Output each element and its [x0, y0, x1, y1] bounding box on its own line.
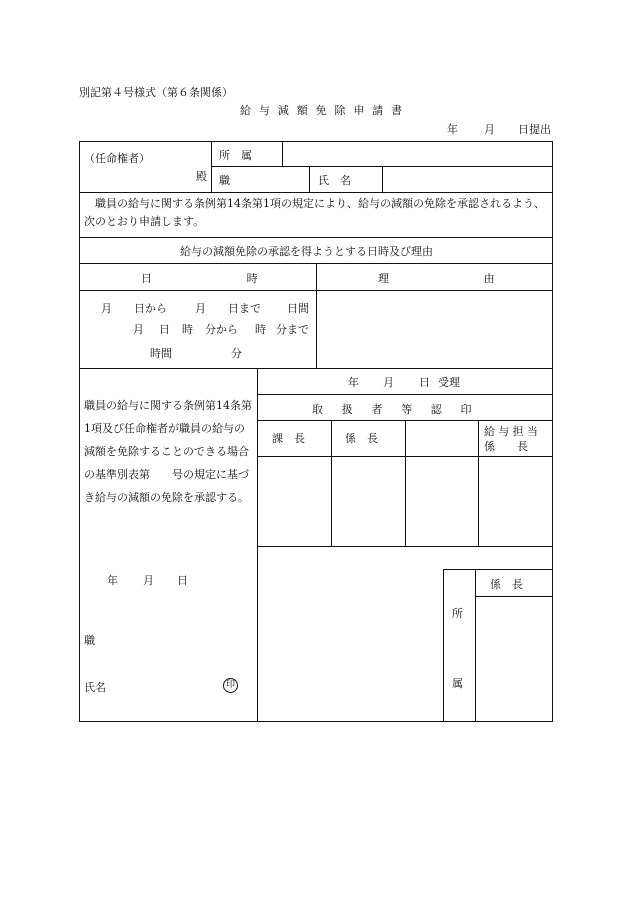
position-label: 職 — [219, 174, 230, 187]
approver-position-label: 職 — [84, 634, 95, 647]
received-year: 年 — [348, 376, 359, 389]
period-days: 日間 — [287, 302, 309, 315]
section-chief-stamp-cell[interactable] — [258, 457, 330, 545]
time-month: 月 — [133, 323, 144, 336]
name-label: 氏 名 — [318, 174, 351, 187]
reason-field[interactable] — [318, 291, 551, 367]
request-heading: 給与の減額免除の承認を得ようとする日時及び理由 — [180, 245, 433, 258]
reason-column-header: 理 由 — [378, 272, 519, 285]
time-minute-to: 分まで — [276, 323, 309, 336]
affiliation-field[interactable] — [284, 142, 551, 165]
handlers-header: 取 扱 者 等 認 印 — [312, 403, 476, 416]
period-month-from: 月 — [101, 302, 112, 315]
affiliation-label: 所 属 — [219, 149, 252, 162]
duration-minutes: 分 — [231, 347, 242, 360]
submit-year: 年 — [447, 123, 458, 136]
form-title: 給 与 減 額 免 除 申 請 書 — [240, 104, 405, 117]
duration-hours: 時間 — [150, 347, 172, 360]
seal-icon: 印 — [223, 677, 238, 693]
time-hour-to: 時 — [255, 323, 266, 336]
period-month-to: 月 — [195, 302, 206, 315]
blank-stamp-cell[interactable] — [406, 421, 477, 545]
approver-name-label: 氏名 — [84, 681, 106, 694]
affiliation-vertical-bottom: 属 — [452, 677, 463, 690]
submit-month: 月 — [484, 123, 495, 136]
affiliation-vertical-top: 所 — [452, 607, 463, 620]
payroll-header-line2: 係 長 — [484, 440, 528, 453]
affiliation-chief-stamp-cell[interactable] — [477, 597, 551, 720]
subsection-chief-header: 係 長 — [345, 432, 378, 445]
period-day-to: 日まで — [228, 302, 261, 315]
time-hour-from: 時 — [182, 323, 193, 336]
subsection-chief-stamp-cell[interactable] — [332, 457, 404, 545]
time-day: 日 — [159, 323, 170, 336]
datetime-column-header: 日 時 — [141, 272, 282, 285]
section-chief-header: 課 長 — [272, 432, 305, 445]
form-reference: 別記第４号様式（第６条関係） — [79, 86, 233, 99]
approval-year: 年 — [107, 574, 118, 587]
period-day-from: 日から — [134, 302, 167, 315]
name-field[interactable] — [384, 167, 551, 191]
honorific-label: 殿 — [196, 170, 207, 183]
affiliation-chief-header: 係 長 — [490, 578, 523, 591]
approval-month: 月 — [143, 574, 154, 587]
appointer-label: （任命権者） — [84, 152, 150, 165]
approval-statement: 職員の給与に関する条例第14条第1項及び任命権者が職員の給与の減額を免除することのできる場合の基準別表第 号の規定に基づき給与の減額の免除を承認する。 — [84, 399, 252, 504]
received-month: 月 — [383, 376, 394, 389]
approval-day: 日 — [177, 574, 188, 587]
position-field[interactable] — [232, 167, 308, 191]
payroll-header-line1: 給与担当 — [484, 425, 542, 438]
received-day: 日 — [419, 376, 430, 389]
time-minute-from: 分から — [205, 323, 238, 336]
application-statement: 職員の給与に関する条例第14条第1項の規定により、給与の減額の免除を承認されるよう、次のとおり申請します。 — [84, 197, 545, 228]
submit-day: 日提出 — [518, 123, 551, 136]
received-label: 受理 — [438, 376, 460, 389]
payroll-stamp-cell[interactable] — [479, 457, 551, 545]
